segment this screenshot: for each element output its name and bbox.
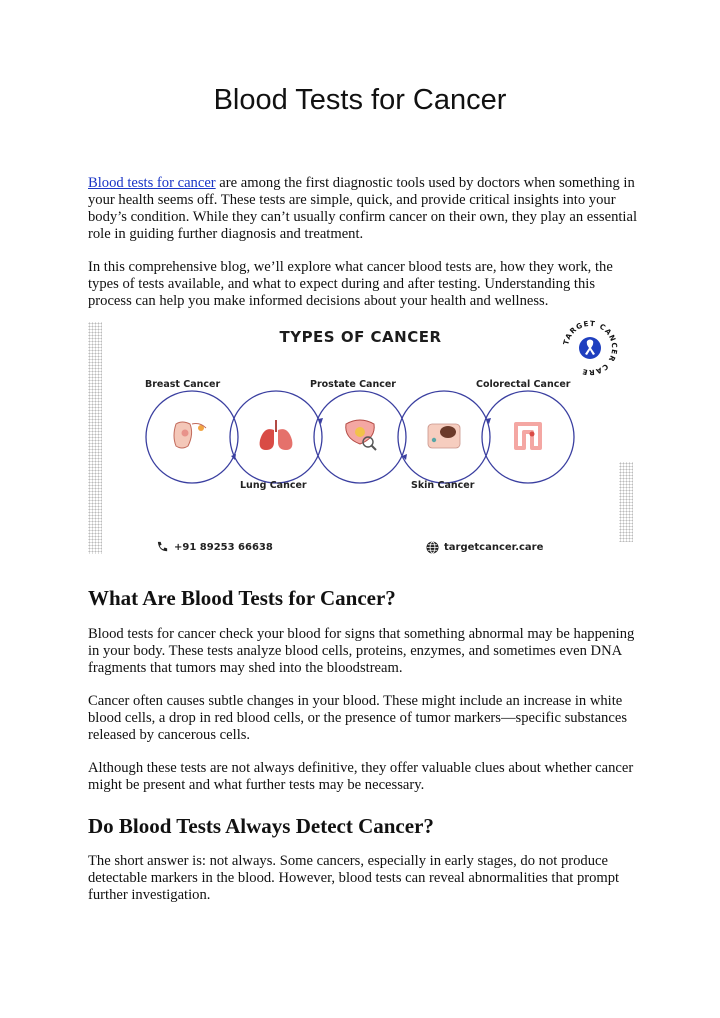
section1-paragraph-2: Cancer often causes subtle changes in your blood. These might include an increase in white blood cells, a drop in red blood cells, or the presence of tumor markers—specific substances released by cancerous cells.	[88, 693, 627, 743]
intro-paragraph-1-text: are among the first diagnostic tools used by doctors when something in your health seems off. These tests are simple, quick, and provide critical insights into your body’s condition. While they can’t usually confirm cancer on their own, they play an essential role in guiding further diagnosis and treatment.	[88, 175, 638, 242]
label-skin-cancer: Skin Cancer	[411, 480, 475, 491]
section2-paragraph-1: The short answer is: not always. Some cancers, especially in early stages, do not produce detectable markers in the blood. However, blood tests can reveal abnormalities that prompt further investigation.	[88, 853, 620, 903]
globe-icon	[426, 541, 439, 554]
section-heading-what-are: What Are Blood Tests for Cancer?	[88, 586, 396, 610]
colon-icon	[516, 424, 540, 448]
blood-tests-link[interactable]: Blood tests for cancer	[88, 175, 216, 191]
section1-paragraph-1: Blood tests for cancer check your blood for signs that something abnormal may be happening in your body. These tests analyze blood cells, proteins, enzymes, and sometimes even DNA fragments that tumors may shed into the bloodstream.	[88, 626, 635, 676]
section1-paragraph-3: Although these tests are not always definitive, they offer valuable clues about whether cancer might be present and what further tests may be necessary.	[88, 760, 634, 793]
prostate-icon	[346, 420, 376, 450]
intro-paragraph-2: In this comprehensive blog, we’ll explore what cancer blood tests are, how they work, the types of tests available, and what to expect during and after testing. Understanding this process can help you make informed decisions about your health and wellness.	[88, 259, 613, 309]
label-colorectal-cancer: Colorectal Cancer	[476, 379, 571, 390]
label-breast-cancer: Breast Cancer	[145, 379, 221, 390]
phone-number: +91 89253 66638	[174, 542, 273, 553]
lungs-icon	[260, 420, 293, 450]
label-lung-cancer: Lung Cancer	[240, 480, 307, 491]
cancer-types-diagram	[88, 322, 633, 565]
intro-paragraph-1	[88, 175, 640, 243]
phone-icon	[156, 541, 169, 554]
website-url: targetcancer.care	[444, 542, 544, 553]
website-contact	[426, 541, 543, 554]
infographic-title: TYPES OF CANCER	[279, 328, 442, 346]
colorectal-cancer-circle	[482, 391, 574, 483]
types-of-cancer-infographic	[88, 318, 633, 565]
svg-text:TARGET CANCER CARE: TARGET CANCER CARE	[561, 318, 620, 378]
section-heading-do-blood-tests: Do Blood Tests Always Detect Cancer?	[88, 814, 434, 838]
label-prostate-cancer: Prostate Cancer	[310, 379, 396, 390]
breast-icon	[174, 422, 206, 448]
page-title: Blood Tests for Cancer	[213, 84, 507, 116]
phone-contact	[156, 541, 273, 554]
skin-icon	[428, 424, 460, 448]
lung-cancer-circle	[230, 391, 322, 483]
breast-cancer-circle	[146, 391, 238, 483]
